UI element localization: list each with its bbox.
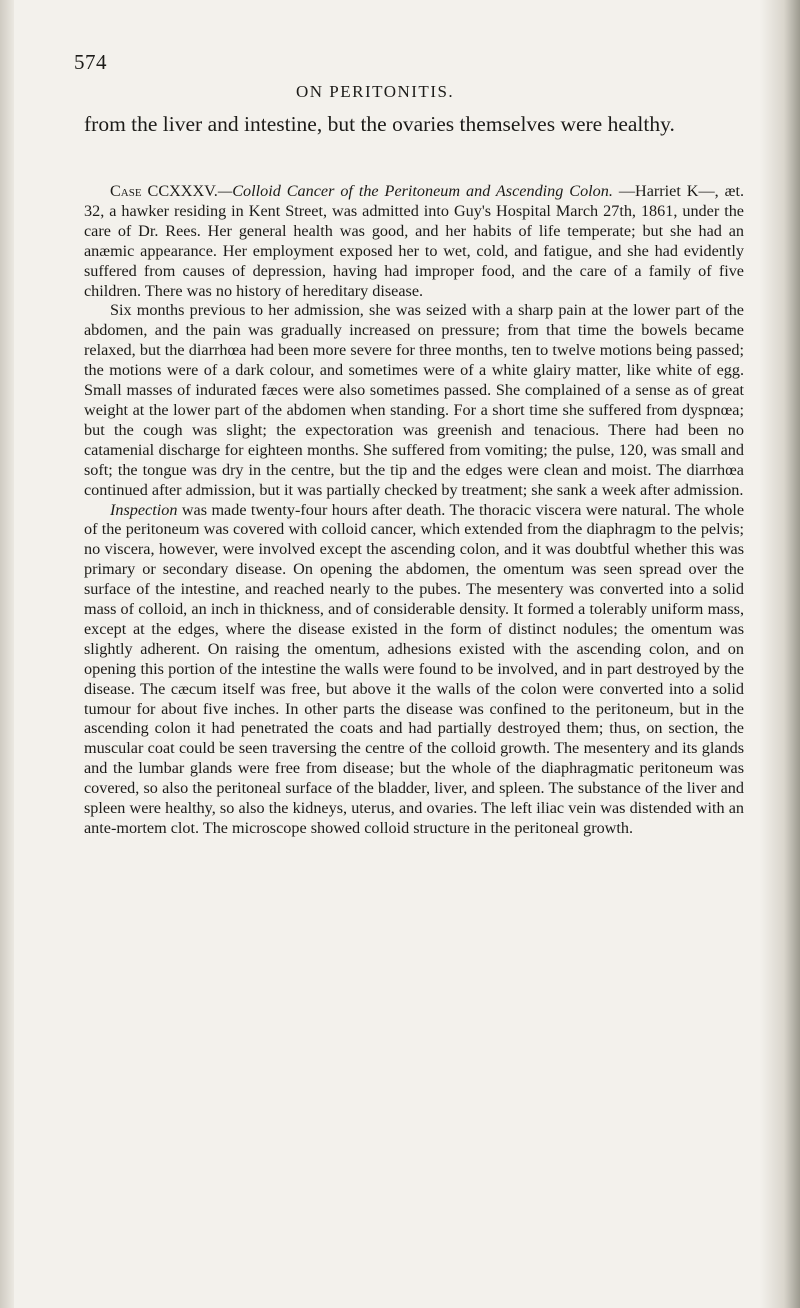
case-label: Case — [110, 182, 142, 200]
case-report — [84, 182, 744, 839]
case-history-paragraph: Six months previous to her admission, she was seized with a sharp pain at the lower part of the abdomen, and the pain was gradually increased on pressure; from that time the bowels became relaxed, but the diarrhœa had been more severe for three months, ten to twelve motions being passed; the motions were of a dark colour, and sometimes were of a white glairy matter, like white of egg. Small masses of indurated fæces were also sometimes passed. She complained of a sense as of great weight at the lower part of the abdomen when standing. For a short time she suffered from dyspnœa; but the cough was slight; the expectoration was greenish and tenacious. There had been no catamenial discharge for eighteen months. She suffered from vomiting; the pulse, 120, was small and soft; the tongue was dry in the centre, but the tip and the edges were clean and moist. The diarrhœa continued after admission, but it was partially checked by treatment; she sank a week after admission. — [84, 301, 744, 499]
case-number: CCXXXV. — [147, 182, 218, 200]
page-edge-left — [0, 0, 14, 1308]
page-number: 574 — [74, 50, 107, 74]
lead-paragraph: from the liver and intestine, but the ovaries themselves were healthy. — [84, 112, 675, 136]
case-intro-paragraph — [84, 182, 744, 301]
running-head: ON PERITONITIS. — [296, 82, 455, 101]
case-intro: —Harriet K—, æt. 32, a hawker residing in Kent Street, was admitted into Guy's Hospital March 27th, 1861, under the care of Dr. Rees. Her general health was good, and her habits of life temperate; but she had an anæmic appearance. Her employment exposed her to wet, cold, and fatigue, and she had evidently suffered from causes of depression, having had improper food, and the care of a family of five children. There was no history of hereditary disease. — [84, 182, 744, 300]
inspection-text: was made twenty-four hours after death. The thoracic viscera were natural. The whole of the peritoneum was covered with colloid cancer, which extended from the diaphragm to the pelvis; no viscera, however, were involved except the ascending colon, and it was doubtful whether this was primary or secondary disease. On opening the abdomen, the omentum was seen spread over the surface of the intestine, and reached nearly to the pubes. The mesentery was converted into a solid mass of colloid, an inch in thickness, and of considerable density. It formed a tolerably uniform mass, except at the edges, where the disease existed in the form of distinct nodules; the omentum was slightly adherent. On raising the omentum, adhesions existed with the ascending colon, and on opening this portion of the intestine the walls were found to be involved, and in part destroyed by the disease. The cæcum itself was free, but above it the walls of the colon were converted into a solid tumour for about five inches. In other parts the disease was confined to the peritoneum, but in the ascending colon it had penetrated the coats and had partially destroyed them; thus, on section, the muscular coat could be seen traversing the centre of the colloid growth. The mesentery and its glands and the lumbar glands were free from disease; but the whole of the diaphragmatic peritoneum was covered, so also the peritoneal surface of the bladder, liver, and spleen. The substance of the liver and spleen were healthy, so also the kidneys, uterus, and ovaries. The left iliac vein was distended with an ante-mortem clot. The microscope showed colloid structure in the peritoneal growth. — [84, 500, 744, 837]
case-inspection-paragraph — [84, 501, 744, 839]
page-edge-right — [760, 0, 800, 1308]
case-title: —Colloid Cancer of the Peritoneum and Ascending Colon. — [217, 182, 613, 200]
inspection-label: Inspection — [110, 500, 178, 519]
